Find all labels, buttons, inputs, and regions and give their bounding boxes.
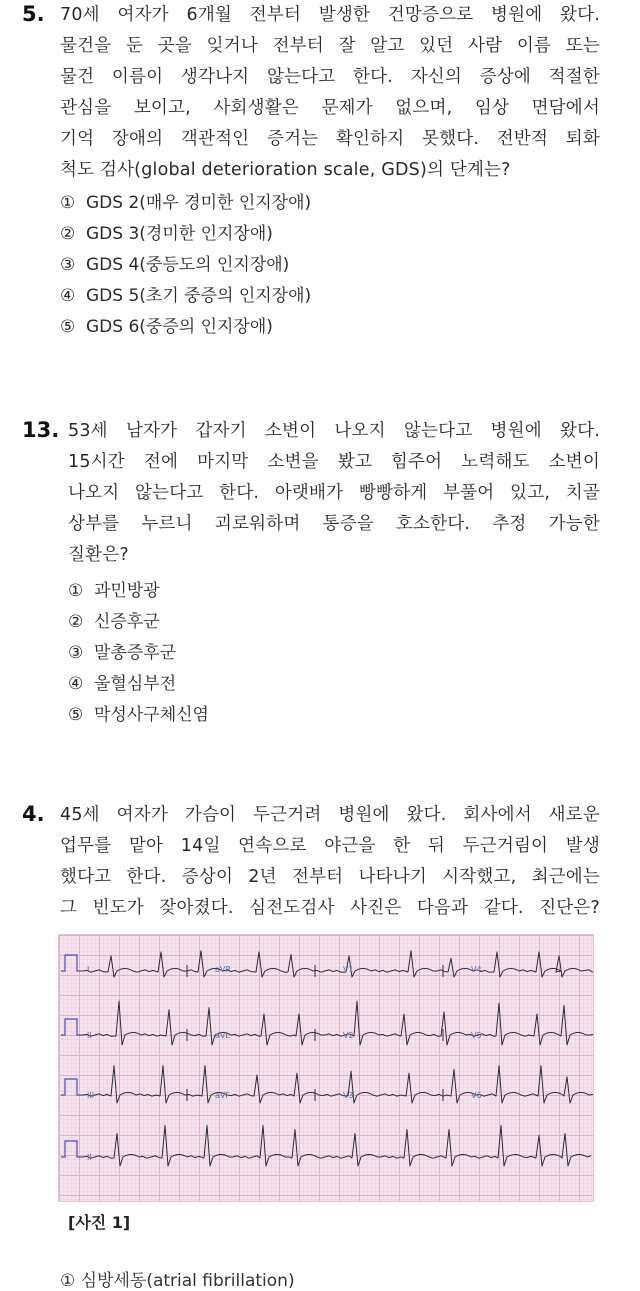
option-text: 울혈심부전 xyxy=(94,674,177,694)
stem-line: 척도 검사(global deterioration scale, GDS)의 단계는? xyxy=(60,160,511,180)
ecg-trace-row xyxy=(83,1066,593,1103)
ecg-lead-label: II xyxy=(87,1153,92,1162)
option-2[interactable] xyxy=(60,219,311,250)
option-marker: ④ xyxy=(60,286,76,306)
ecg-lead-label: V6 xyxy=(471,1091,482,1100)
ecg-calibration-pulse xyxy=(61,1141,83,1157)
stem-line: 상부를 누르니 괴로워하며 통증을 호소한다. 추정 가능한 xyxy=(68,514,600,534)
option-4[interactable] xyxy=(60,281,311,312)
option-1[interactable] xyxy=(68,576,209,607)
ecg-lead-label: V2 xyxy=(343,1031,354,1040)
option-text: GDS 6(중증의 인지장애) xyxy=(86,317,273,337)
stem-line: 물건 이름이 생각나지 않는다고 한다. 자신의 증상에 적절한 xyxy=(60,67,600,87)
ecg-lead-label: V5 xyxy=(471,1031,482,1040)
ecg-image xyxy=(58,934,594,1202)
ecg-lead-label: V1 xyxy=(343,965,354,974)
ecg-lead-label: aVR xyxy=(215,965,231,974)
stem-line: 관심을 보이고, 사회생활은 문제가 없으며, 임상 면담에서 xyxy=(60,98,600,118)
stem-line: 53세 남자가 갑자기 소변이 나오지 않는다고 병원에 왔다. xyxy=(68,421,600,441)
option-1[interactable] xyxy=(60,188,311,219)
option-marker: ② xyxy=(68,612,84,632)
option-text: 말총증후군 xyxy=(94,643,177,663)
ecg-trace-row xyxy=(83,951,593,977)
ecg-trace-row xyxy=(83,1125,591,1166)
stem-line: 물건을 둔 곳을 잊거나 전부터 잘 알고 있던 사람 이름 또는 xyxy=(60,36,600,56)
ecg-lead-label: V4 xyxy=(471,965,482,974)
ecg-lead-label: II xyxy=(87,1031,92,1040)
ecg-lead-label: I xyxy=(87,965,90,974)
stem-line: 45세 여자가 가슴이 두근거려 병원에 왔다. 회사에서 새로운 xyxy=(60,805,600,825)
question-number: 5. xyxy=(22,2,45,26)
ecg-trace-row xyxy=(83,1001,593,1045)
option-5[interactable] xyxy=(68,700,209,731)
option-marker: ③ xyxy=(68,643,84,663)
ecg-calibration-pulse xyxy=(61,1079,83,1095)
stem-line: 70세 여자가 6개월 전부터 발생한 건망증으로 병원에 왔다. xyxy=(60,5,600,25)
ecg-calibration-pulse xyxy=(61,1019,83,1035)
option-text: GDS 5(초기 중증의 인지장애) xyxy=(86,286,312,306)
option-4[interactable] xyxy=(68,669,209,700)
option-marker: ⑤ xyxy=(60,317,76,337)
stem-line: 15시간 전에 마지막 소변을 봤고 힘주어 노력해도 소변이 xyxy=(68,452,600,472)
question-number: 13. xyxy=(22,418,60,442)
answer-options xyxy=(68,576,209,731)
stem-line: 그 빈도가 잦아졌다. 심전도검사 사진은 다음과 같다. 진단은? xyxy=(60,898,600,918)
option-text: 과민방광 xyxy=(94,581,160,601)
ecg-traces xyxy=(59,935,593,1201)
stem-line: 기억 장애의 객관적인 증거는 확인하지 못했다. 전반적 퇴화 xyxy=(60,129,600,149)
stem-line: 질환은? xyxy=(68,545,129,565)
option-text: 신증후군 xyxy=(94,612,160,632)
option-text: GDS 3(경미한 인지장애) xyxy=(86,224,273,244)
option-text: GDS 2(매우 경미한 인지장애) xyxy=(86,193,312,213)
ecg-lead-label: aVF xyxy=(215,1091,230,1100)
ecg-lead-label: III xyxy=(87,1091,95,1100)
option-3[interactable] xyxy=(60,250,311,281)
question-stem xyxy=(60,800,600,924)
option-marker: ① xyxy=(60,193,76,213)
question-stem xyxy=(60,0,600,186)
question-stem xyxy=(68,416,600,571)
answer-options xyxy=(60,188,311,343)
option-text: 막성사구체신염 xyxy=(94,705,209,725)
option-marker: ② xyxy=(60,224,76,244)
option-5[interactable] xyxy=(60,312,311,343)
option-3[interactable] xyxy=(68,638,209,669)
option-marker: ④ xyxy=(68,674,84,694)
option-1-partial[interactable]: ① 심방세동(atrial fibrillation) xyxy=(60,1271,295,1291)
question-number: 4. xyxy=(22,802,45,826)
option-marker: ① xyxy=(68,581,84,601)
stem-line: 업무를 맡아 14일 연속으로 야근을 한 뒤 두근거림이 발생 xyxy=(60,836,600,856)
option-2[interactable] xyxy=(68,607,209,638)
stem-line: 했다고 한다. 증상이 2년 전부터 나타나기 시작했고, 최근에는 xyxy=(60,867,600,887)
figure-caption: [사진 1] xyxy=(68,1213,131,1232)
option-marker: ⑤ xyxy=(68,705,84,725)
option-text: GDS 4(중등도의 인지장애) xyxy=(86,255,290,275)
ecg-calibration-pulse xyxy=(61,955,83,971)
ecg-lead-label: aVL xyxy=(215,1031,230,1040)
ecg-lead-label: V3 xyxy=(343,1091,354,1100)
stem-line: 나오지 않는다고 한다. 아랫배가 빵빵하게 부풀어 있고, 치골 xyxy=(68,483,600,503)
option-marker: ③ xyxy=(60,255,76,275)
